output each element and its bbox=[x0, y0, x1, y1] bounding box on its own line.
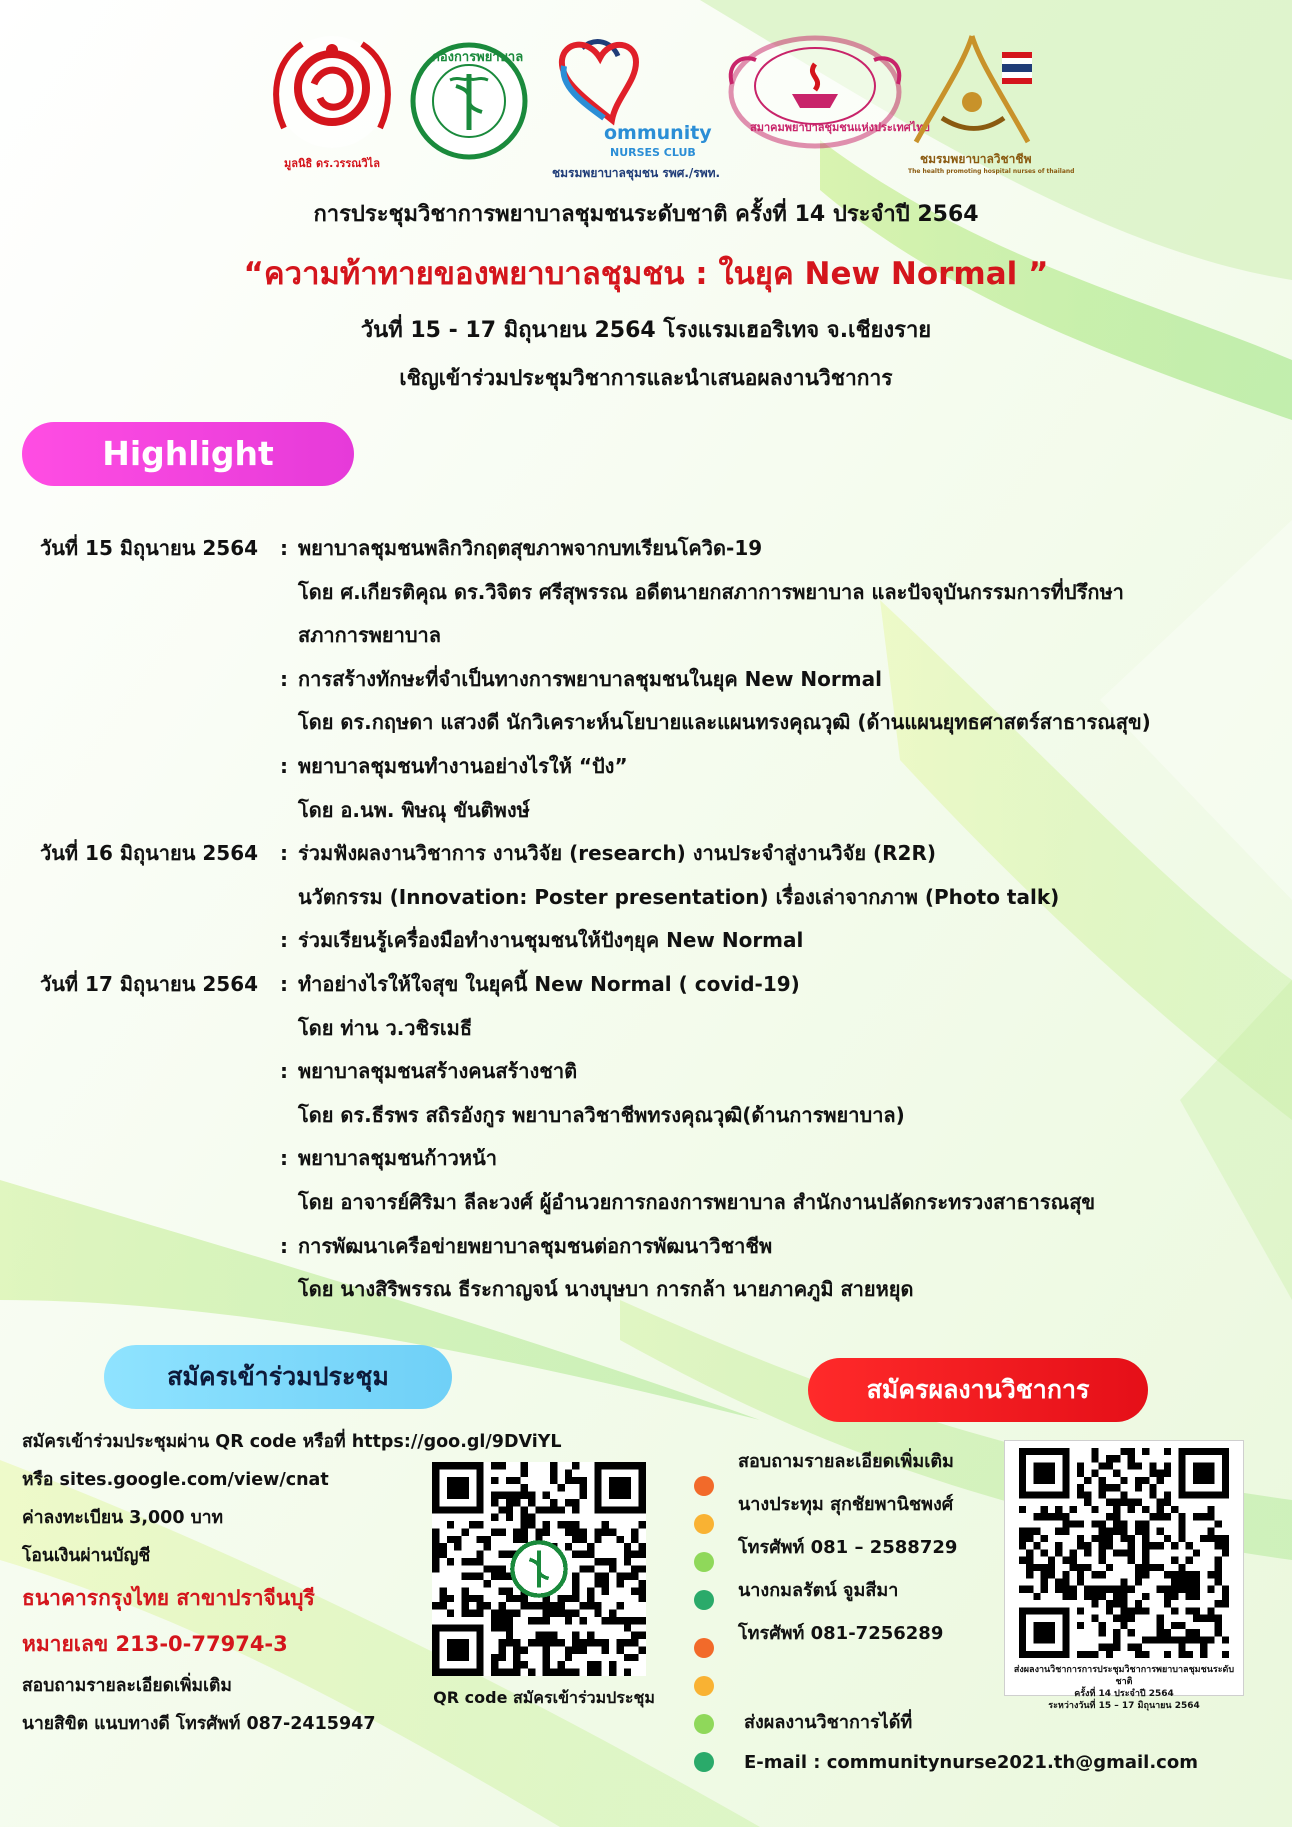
schedule-colon bbox=[280, 1268, 298, 1312]
schedule-date bbox=[40, 789, 280, 833]
bullet-dot bbox=[694, 1638, 714, 1658]
schedule-colon bbox=[280, 571, 298, 615]
highlight-pill: Highlight bbox=[22, 422, 354, 486]
schedule-text: การสร้างทักษะที่จำเป็นทางการพยาบาลชุมชนในยุค New Normal bbox=[298, 666, 882, 691]
submission-contact bbox=[738, 1440, 1038, 1655]
schedule-colon: : bbox=[280, 753, 288, 778]
schedule-row bbox=[40, 571, 1280, 615]
schedule-text: พยาบาลชุมชนสร้างคนสร้างชาติ bbox=[298, 1059, 578, 1084]
schedule-text: ร่วมเรียนรู้เครื่องมือทำงานชุมชนให้ปังๆยุค New Normal bbox=[298, 928, 804, 953]
professional-club-logo-subtext: The health promoting hospital nurses of thailand bbox=[908, 168, 1075, 175]
schedule-row bbox=[40, 1181, 1280, 1225]
heart-icon bbox=[552, 32, 722, 132]
schedule-text: โดย ท่าน ว.วชิรเมธี bbox=[298, 1015, 473, 1040]
professional-nurses-club-logo bbox=[904, 32, 1075, 182]
schedule-row bbox=[40, 1137, 1280, 1181]
schedule-text: พยาบาลชุมชนก้าวหน้า bbox=[298, 1146, 497, 1171]
schedule-row bbox=[40, 963, 1280, 1007]
submission-qr-caption bbox=[1006, 1664, 1242, 1712]
conference-invitation: เชิญเข้าร่วมประชุมวิชาการและนำเสนอผลงานวิชาการ bbox=[399, 366, 893, 390]
schedule-colon bbox=[280, 789, 298, 833]
community-nurses-association-logo bbox=[726, 34, 930, 152]
registration-contact: นายสิขิต แนบทางดี โทรศัพท์ 087-2415947 bbox=[22, 1714, 376, 1734]
schedule-text: นวัตกรรม (Innovation: Poster presentation) เรื่องเล่าจากภาพ (Photo talk) bbox=[298, 884, 1060, 909]
schedule-date bbox=[40, 571, 280, 615]
schedule-date bbox=[40, 745, 280, 789]
professional-club-logo-text: ชมรมพยาบาลวิชาชีพ bbox=[920, 152, 1032, 166]
schedule-row bbox=[40, 832, 1280, 876]
conference-date-venue: วันที่ 15 - 17 มิถุนายน 2564 โรงแรมเฮอริเทจ จ.เชียงราย bbox=[360, 318, 932, 343]
schedule-date: วันที่ 17 มิถุนายน 2564 bbox=[40, 971, 259, 996]
contact-phone-2: โทรศัพท์ 081-7256289 bbox=[738, 1623, 944, 1644]
schedule-colon: : bbox=[280, 928, 288, 953]
schedule-row bbox=[40, 1094, 1280, 1138]
schedule-row bbox=[40, 789, 1280, 833]
schedule-colon: : bbox=[280, 971, 288, 996]
schedule-date bbox=[40, 1137, 280, 1181]
schedule-text: โดย อ.นพ. พิษณุ ขันติพงษ์ bbox=[298, 797, 530, 822]
nursing-division-logo bbox=[410, 42, 528, 160]
schedule-row bbox=[40, 1050, 1280, 1094]
schedule-date bbox=[40, 876, 280, 920]
schedule-date bbox=[40, 1181, 280, 1225]
schedule-row bbox=[40, 1007, 1280, 1051]
submission-pill: สมัครผลงานวิชาการ bbox=[808, 1358, 1148, 1422]
schedule-text: โดย นางสิริพรรณ ธีระกาญจน์ นางบุษบา การกล้า นายภาคภูมิ สายหยุด bbox=[298, 1277, 914, 1302]
community-logo-text: ommunity bbox=[604, 122, 712, 144]
bullet-dot bbox=[694, 1714, 714, 1734]
schedule-date bbox=[40, 1050, 280, 1094]
contact-name-2: นางกมลรัตน์ จูมสีมา bbox=[738, 1580, 899, 1601]
conference-title: การประชุมวิชาการพยาบาลชุมชนระดับชาติ ครั้งที่ 14 ประจำปี 2564 bbox=[313, 202, 979, 227]
schedule-row bbox=[40, 527, 1280, 571]
schedule-row bbox=[40, 701, 1280, 745]
schedule-row bbox=[40, 658, 1280, 702]
schedule-date: วันที่ 16 มิถุนายน 2564 bbox=[40, 841, 259, 866]
submission-qr-caption-3: ระหว่างวันที่ 15 – 17 มิถุนายน 2564 bbox=[1048, 1701, 1200, 1711]
schedule-date bbox=[40, 658, 280, 702]
registration-qr-code[interactable] bbox=[432, 1462, 646, 1676]
schedule-date bbox=[40, 701, 280, 745]
schedule-date bbox=[40, 614, 280, 658]
schedule-date bbox=[40, 919, 280, 963]
bullet-dots bbox=[690, 1476, 716, 1766]
bank-name: ธนาคารกรุงไทย สาขาปราจีนบุรี bbox=[22, 1586, 315, 1610]
schedule-text: โดย อาจารย์ศิริมา ลีละวงศ์ ผู้อำนวยการกองการพยาบาล สำนักงานปลัดกระทรวงสาธารณสุข bbox=[298, 1189, 1096, 1214]
schedule-colon bbox=[280, 614, 298, 658]
bullet-dot bbox=[694, 1476, 714, 1496]
schedule-text: ทำอย่างไรให้ใจสุข ในยุคนี้ New Normal ( covid-19) bbox=[298, 971, 800, 996]
conference-theme: “ความท้าทายของพยาบาลชุมชน : ในยุค New Normal ” bbox=[243, 256, 1049, 292]
submission-email[interactable]: E-mail : communitynurse2021.th@gmail.com bbox=[744, 1752, 1198, 1773]
highlight-schedule bbox=[40, 527, 1280, 1312]
schedule-colon bbox=[280, 1007, 298, 1051]
submission-qr-caption-2: ครั้งที่ 14 ประจำปี 2564 bbox=[1074, 1689, 1174, 1699]
bullet-dot bbox=[694, 1590, 714, 1610]
nursing-division-logo-text: กองการพยาบาล bbox=[432, 50, 524, 65]
schedule-colon: : bbox=[280, 1146, 288, 1171]
registration-pill: สมัครเข้าร่วมประชุม bbox=[104, 1345, 452, 1409]
association-logo-text: สมาคมพยาบาลชุมชนแห่งประเทศไทย bbox=[750, 121, 930, 134]
schedule-colon: : bbox=[280, 666, 288, 691]
registration-transfer: โอนเงินผ่านบัญชี bbox=[22, 1546, 151, 1566]
schedule-text: ร่วมฟังผลงานวิชาการ งานวิจัย (research) งานประจำสู่งานวิจัย (R2R) bbox=[298, 841, 936, 866]
schedule-text: โดย ดร.กฤษดา แสวงดี นักวิเคราะห์นโยบายและแผนทรงคุณวุฒิ (ด้านแผนยุทธศาสตร์สาธารณสุข) bbox=[298, 710, 1151, 735]
schedule-row bbox=[40, 876, 1280, 920]
schedule-date bbox=[40, 1094, 280, 1138]
bullet-dot bbox=[694, 1552, 714, 1572]
schedule-row bbox=[40, 745, 1280, 789]
community-nurses-club-logo bbox=[552, 32, 722, 180]
schedule-text: สภาการพยาบาล bbox=[298, 623, 442, 648]
schedule-colon: : bbox=[280, 1059, 288, 1084]
contact-phone-1: โทรศัพท์ 081 – 2588729 bbox=[738, 1537, 958, 1558]
submission-qr-caption-1: ส่งผลงานวิชาการการประชุมวิชาการพยาบาลชุมชนระดับชาติ bbox=[1013, 1665, 1235, 1687]
schedule-colon: : bbox=[280, 536, 288, 560]
schedule-date bbox=[40, 1007, 280, 1051]
schedule-colon: : bbox=[280, 841, 288, 866]
bullet-dot bbox=[694, 1676, 714, 1696]
registration-line-2: หรือ sites.google.com/view/cnat bbox=[22, 1470, 329, 1490]
registration-line-1: สมัครเข้าร่วมประชุมผ่าน QR code หรือที่ https://goo.gl/9DViYL bbox=[22, 1432, 562, 1452]
schedule-date: วันที่ 15 มิถุนายน 2564 bbox=[40, 536, 259, 560]
community-logo-subtext: NURSES CLUB bbox=[610, 146, 696, 159]
schedule-colon bbox=[280, 1094, 298, 1138]
submission-qr-code[interactable] bbox=[1016, 1448, 1232, 1658]
community-logo-caption: ชมรมพยาบาลชุมชน รพศ./รพท. bbox=[552, 166, 721, 180]
schedule-text: การพัฒนาเครือข่ายพยาบาลชุมชนต่อการพัฒนาวิชาชีพ bbox=[298, 1233, 773, 1258]
foundation-logo-icon bbox=[262, 28, 402, 168]
bullet-dot bbox=[694, 1514, 714, 1534]
registration-contact-label: สอบถามรายละเอียดเพิ่มเติม bbox=[22, 1676, 232, 1696]
bullet-dot bbox=[694, 1752, 714, 1772]
foundation-logo-text: มูลนิธิ ดร.วรรณวิไล bbox=[284, 157, 380, 170]
temple-icon bbox=[904, 32, 1040, 152]
registration-qr-caption: QR code สมัครเข้าร่วมประชุม bbox=[433, 1688, 655, 1707]
schedule-colon bbox=[280, 701, 298, 745]
contact-name-1: นางประทุม สุกชัยพานิชพงศ์ bbox=[738, 1494, 954, 1515]
schedule-text: พยาบาลชุมชนพลิกวิกฤตสุขภาพจากบทเรียนโควิด-19 bbox=[298, 536, 763, 560]
schedule-row bbox=[40, 614, 1280, 658]
schedule-date bbox=[40, 1268, 280, 1312]
submission-contact-label: สอบถามรายละเอียดเพิ่มเติม bbox=[738, 1451, 954, 1472]
schedule-row bbox=[40, 1268, 1280, 1312]
registration-fee: ค่าลงทะเบียน 3,000 บาท bbox=[22, 1508, 224, 1528]
schedule-row bbox=[40, 1225, 1280, 1269]
schedule-date bbox=[40, 1225, 280, 1269]
schedule-colon bbox=[280, 876, 298, 920]
logo-row bbox=[0, 18, 1292, 178]
foundation-logo bbox=[262, 28, 402, 168]
schedule-text: โดย ดร.ธีรพร สถิรอังกูร พยาบาลวิชาชีพทรงคุณวุฒิ(ด้านการพยาบาล) bbox=[298, 1102, 905, 1127]
schedule-text: โดย ศ.เกียรติคุณ ดร.วิจิตร ศรีสุพรรณ อดีตนายกสภาการพยาบาล และปัจจุบันกรรมการที่ปรึกษา bbox=[298, 579, 1124, 604]
schedule-colon bbox=[280, 1181, 298, 1225]
submission-send-label: ส่งผลงานวิชาการได้ที่ bbox=[744, 1712, 913, 1733]
bank-account: หมายเลข 213-0-77974-3 bbox=[22, 1632, 288, 1656]
schedule-text: พยาบาลชุมชนทำงานอย่างไรให้ “ปัง” bbox=[298, 753, 628, 778]
schedule-colon: : bbox=[280, 1233, 288, 1258]
schedule-row bbox=[40, 919, 1280, 963]
